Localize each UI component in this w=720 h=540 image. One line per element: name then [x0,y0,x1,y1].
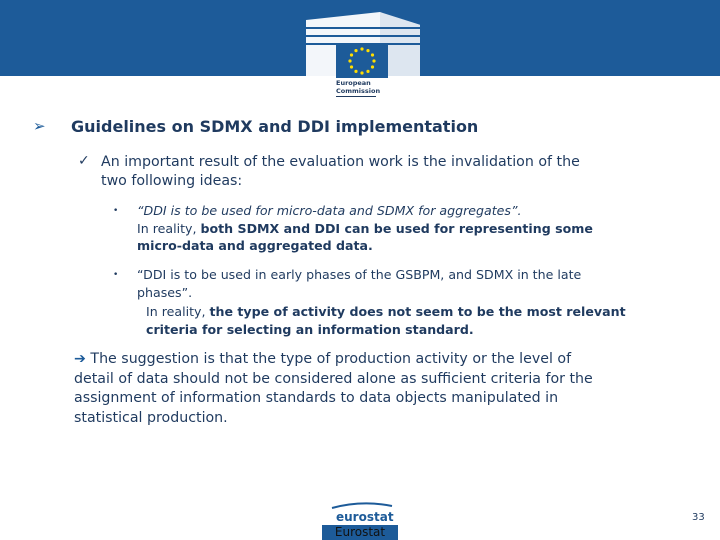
logo-caption [336,79,384,95]
suggestion-paragraph [74,350,694,428]
bullet2-quote-line2: phases”. [137,284,193,300]
bullet2-reality-bold2: criteria for selecting an information standard. [146,321,474,337]
bullet1-text [137,202,697,255]
page-number: 33 [692,512,705,523]
checkmark-icon: ✓ [78,153,90,169]
eurostat-wordmark: eurostat [336,510,394,524]
suggestion-line2: detail of data should not be considered alone as sufficient criteria for the [74,370,593,387]
slide-title: Guidelines on SDMX and DDI implementation [71,117,479,136]
bullet1-reality-line1 [137,220,697,238]
bullet1-reality-bold1: both SDMX and DDI can be used for representing some [200,220,593,236]
bullet2-reality [146,303,706,338]
bullet2-reality-prefix: In reality, [146,304,210,319]
suggestion-line3: assignment of information standards to data objects manipulated in [74,390,559,407]
bullet-dot-icon: • [113,270,119,280]
logo-caption-line1: European [336,79,371,87]
intro-text [101,153,661,191]
bullet2-quote-line1: “DDI is to be used in early phases of the GSBPM, and SDMX in the late [137,267,582,282]
arrow-bullet-icon: ➢ [33,117,46,135]
intro-line2: two following ideas: [101,173,243,189]
suggestion-line1-text: The suggestion is that the type of production activity or the level of [85,351,572,367]
bullet2-text [137,266,697,301]
bullet1-reality-bold2: micro-data and aggregated data. [137,238,373,253]
suggestion-line1 [74,350,694,370]
bullet-dot-icon: • [113,206,119,216]
bullet1-quote: “DDI is to be used for micro-data and SDMX for aggregates”. [137,203,522,218]
logo-caption-line2: Commission [336,87,381,95]
suggestion-line4: statistical production. [74,409,228,426]
bullet2-reality-bold1: the type of activity does not seem to be the most relevant [209,304,626,319]
bullet1-reality-prefix: In reality, [137,220,201,236]
intro-line1: An important result of the evaluation work is the invalidation of the [101,154,580,170]
right-arrow-icon: ➔ [74,351,86,367]
logo-underline [336,96,376,97]
footer-label: Eurostat [322,525,398,540]
bullet2-reality-line1 [146,303,706,321]
